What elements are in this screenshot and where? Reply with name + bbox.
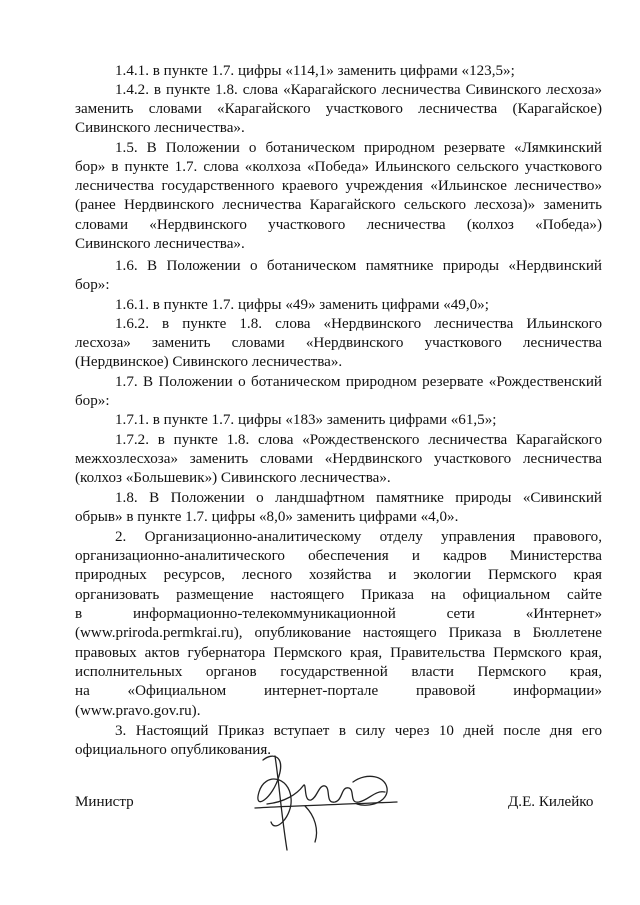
- text-line: 1.4.2. в пункте 1.8. слова «Карагайского лесничества Сивинского лесхоза»: [115, 82, 602, 98]
- text-line: заменить словами «Карагайского участкового лесничества (Карагайское): [75, 101, 602, 117]
- text-line: на «Официальном интернет-портале правовой информации»: [75, 683, 602, 699]
- text-line: 1.8. В Положении о ландшафтном памятнике природы «Сивинский: [115, 490, 602, 506]
- text-line: Сивинского лесничества».: [75, 120, 245, 136]
- text-line: 1.6. В Положении о ботаническом памятнике природы «Нердвинский: [115, 258, 602, 274]
- text-line: бор»:: [75, 277, 110, 293]
- text-line: 2. Организационно-аналитическому отделу управления правового,: [115, 529, 602, 545]
- text-line: 3. Настоящий Приказ вступает в силу через 10 дней после дня его: [115, 723, 602, 739]
- text-line: исполнительных органов государственной власти Пермского края,: [75, 664, 602, 680]
- signatory-title: Министр: [75, 794, 134, 810]
- text-line: в информационно-телекоммуникационной сети «Интернет»: [75, 606, 602, 622]
- text-line: правовых актов губернатора Пермского края, Правительства Пермского края,: [75, 645, 602, 661]
- text-line: 1.4.1. в пункте 1.7. цифры «114,1» заменить цифрами «123,5»;: [115, 63, 515, 79]
- text-line: организационно-аналитического обеспечения и кадров Министерства: [75, 548, 602, 564]
- text-line: (ранее Нердвинского лесничества Карагайского сельского лесхоза)» заменить: [75, 197, 602, 213]
- text-line: 1.5. В Положении о ботаническом природном резервате «Лямкинский: [115, 140, 602, 156]
- text-line: официального опубликования.: [75, 742, 272, 758]
- signatory-name: Д.Е. Килейко: [508, 794, 594, 810]
- text-line: 1.7.1. в пункте 1.7. цифры «183» заменить цифрами «61,5»;: [115, 412, 497, 428]
- text-line: межхозлесхоза» заменить словами «Нердвинского участкового лесничества: [75, 451, 602, 467]
- handwritten-signature: [245, 742, 405, 862]
- text-line: (www.pravo.gov.ru).: [75, 703, 201, 719]
- text-line: Сивинского лесничества».: [75, 236, 245, 252]
- text-line: 1.6.2. в пункте 1.8. слова «Нердвинского лесничества Ильинского: [115, 316, 602, 332]
- text-line: словами «Нердвинского участкового лесничества (колхоз «Победа»): [75, 217, 602, 233]
- text-line: природных ресурсов, лесного хозяйства и экологии Пермского края: [75, 567, 602, 583]
- text-line: обрыв» в пункте 1.7. цифры «8,0» заменить цифрами «4,0».: [75, 509, 459, 525]
- text-line: организовать размещение настоящего Приказа на официальном сайте: [75, 587, 602, 603]
- text-line: бор» в пункте 1.7. слова «колхоза «Победа» Ильинского сельского участкового: [75, 159, 602, 175]
- text-line: (Нердвинское) Сивинского лесничества».: [75, 354, 343, 370]
- text-line: лесничества государственного краевого учреждения «Ильинское лесничество»: [75, 178, 602, 194]
- text-line: бор»:: [75, 393, 110, 409]
- text-line: 1.7.2. в пункте 1.8. слова «Рождественского лесничества Карагайского: [115, 432, 602, 448]
- text-line: 1.6.1. в пункте 1.7. цифры «49» заменить цифрами «49,0»;: [115, 297, 489, 313]
- text-line: лесхоза» заменить словами «Нердвинского участкового лесничества: [75, 335, 602, 351]
- text-line: (колхоз «Большевик») Сивинского лесничества».: [75, 470, 391, 486]
- text-line: (www.priroda.permkrai.ru), опубликование настоящего Приказа в Бюллетене: [75, 625, 602, 641]
- text-line: 1.7. В Положении о ботаническом природном резервате «Рождественский: [115, 374, 602, 390]
